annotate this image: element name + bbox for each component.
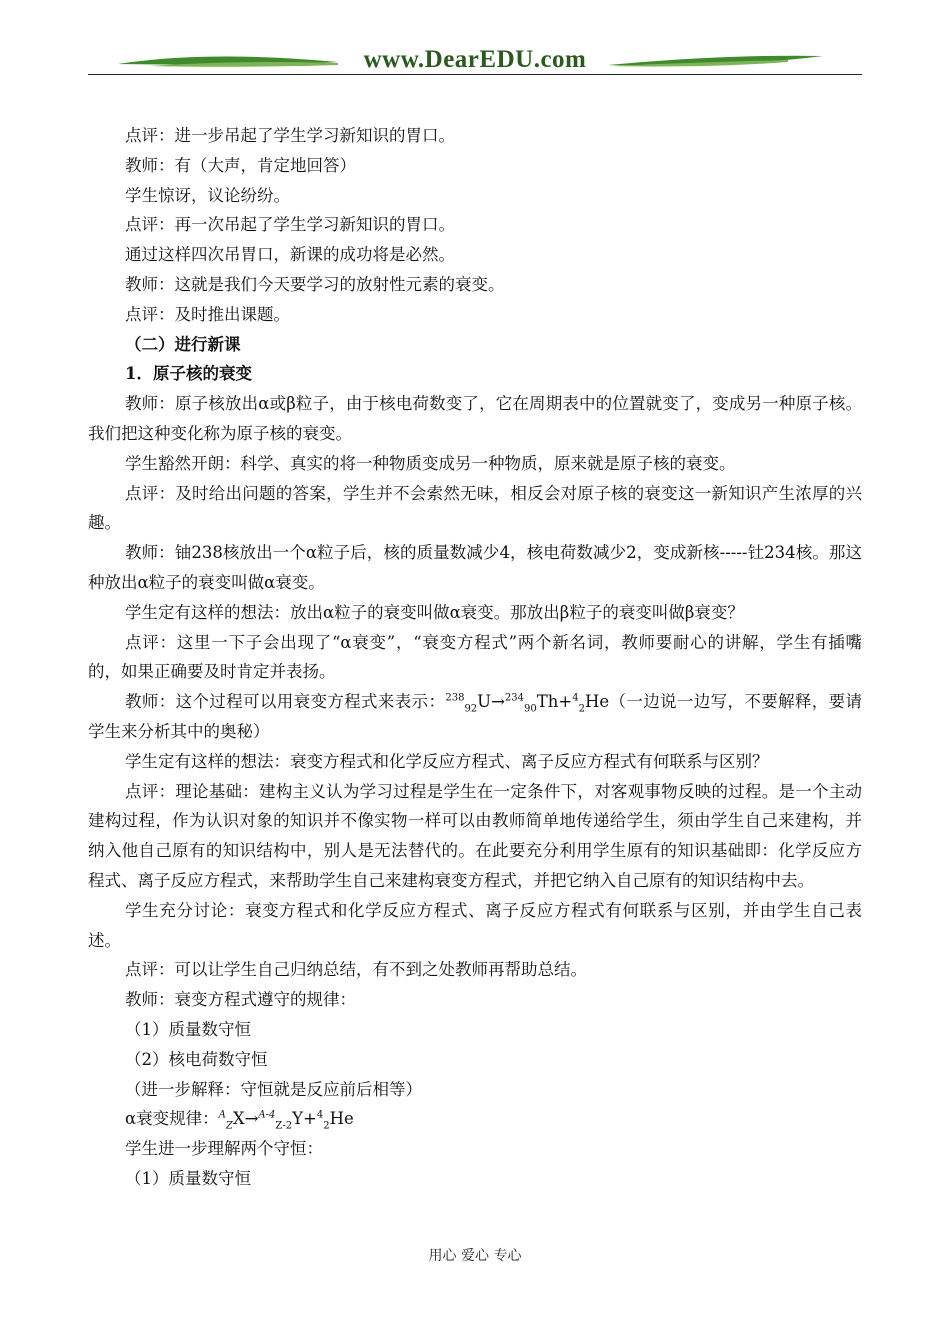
list-item: （2）核电荷数守恒 [125, 1049, 268, 1069]
paragraph: （进一步解释：守恒就是反应前后相等） [125, 1079, 422, 1099]
parent-symbol: X [232, 1109, 245, 1129]
reaction-arrow: → [244, 1109, 259, 1129]
helium-mass-number: 4 [316, 1109, 324, 1121]
paragraph: 点评：及时给出问题的答案，学生并不会索然无味，相反会对原子核的衰变这一新知识产生浓厚的兴趣。 [88, 483, 862, 533]
paragraph: 学生豁然开朗：科学、真实的将一种物质变成另一种物质，原来就是原子核的衰变。 [125, 453, 736, 473]
equation-intro: 教师：这个过程可以用衰变方程式来表示： [125, 692, 446, 712]
paragraph: 点评：这里一下子会出现了“α衰变”，“衰变方程式”两个新名词，教师要耐心的讲解，学生有插嘴的，如果正确要及时肯定并表扬。 [88, 632, 862, 682]
paragraph: 点评：理论基础：建构主义认为学习过程是学生在一定条件下，对客观事物反映的过程。是一个主动建构过程，作为认识对象的知识并不像实物一样可以由教师简单地传递给学生，须由学生自己来建构，并纳入他自己原有的知识结构中，别人是无法替代的。在此要充分利用学生原有的知识基础即：化学反应方程式、离子反应方程式，来帮助学生自己来建构衰变方程式，并把它纳入自己原有的知识结构中去。 [88, 781, 862, 890]
paragraph: 教师：衰变方程式遵守的规律： [125, 990, 356, 1010]
paragraph: 教师：原子核放出α或β粒子，由于核电荷数变了，它在周期表中的位置就变了，变成另一种原子核。我们把这种变化称为原子核的衰变。 [88, 394, 862, 443]
paragraph: 教师：铀238核放出一个α粒子后，核的质量数减少4，核电荷数减少2，变成新核-----钍234核。那这种放出α粒子的衰变叫做α衰变。 [88, 543, 862, 592]
paragraph: 点评：进一步吊起了学生学习新知识的胃口。 [125, 126, 455, 145]
paragraph: 教师：有（大声，肯定地回答） [125, 155, 356, 175]
equation-paragraph [88, 687, 862, 747]
site-logo[interactable]: www.DearEDU.com [363, 46, 587, 73]
reaction-arrow: → [491, 692, 505, 712]
uranium-mass-number: 238 [445, 692, 465, 704]
uranium-symbol: U [477, 692, 492, 712]
parent-charge-number: Z [225, 1120, 233, 1132]
section-heading: （二）进行新课 [125, 334, 241, 354]
document-body [88, 121, 862, 1194]
subsection-heading: 1．原子核的衰变 [125, 364, 252, 384]
parent-mass-number: A [218, 1109, 226, 1121]
daughter-charge-number: Z-2 [275, 1120, 293, 1132]
list-item: （1）质量数守恒 [125, 1168, 251, 1188]
paragraph: 教师：这就是我们今天要学习的放射性元素的衰变。 [125, 274, 505, 294]
daughter-mass-number: A-4 [258, 1109, 276, 1121]
thorium-mass-number: 234 [504, 692, 524, 704]
daughter-symbol: Y+ [292, 1109, 317, 1129]
helium-mass-number: 4 [572, 692, 579, 704]
alpha-decay-rule [88, 1104, 862, 1134]
paragraph: 通过这样四次吊胃口，新课的成功将是必然。 [125, 245, 455, 265]
thorium-symbol: Th+ [536, 692, 573, 712]
equation-note: （一边说一边写，不要解释，要请学生来分析其中的奥秘） [88, 692, 863, 741]
paragraph: 点评：及时推出课题。 [125, 304, 290, 324]
header-rule [88, 74, 862, 75]
helium-symbol: He [584, 692, 610, 712]
paragraph: 学生充分讨论：衰变方程式和化学反应方程式、离子反应方程式有何联系与区别，并由学生自己表述。 [88, 900, 862, 950]
helium-charge-number: 2 [323, 1120, 330, 1132]
helium-charge-number: 2 [578, 703, 585, 715]
page-footer: 用心 爱心 专心 [428, 1248, 522, 1264]
paragraph: 学生惊讶，议论纷纷。 [125, 185, 290, 205]
uranium-charge-number: 92 [464, 703, 478, 715]
thorium-charge-number: 90 [524, 703, 537, 715]
paragraph: 学生定有这样的想法：放出α粒子的衰变叫做α衰变。那放出β粒子的衰变叫做β衰变？ [125, 602, 744, 622]
rule-label: α衰变规律： [125, 1109, 219, 1129]
paragraph: 学生进一步理解两个守恒： [125, 1139, 323, 1159]
helium-symbol: He [329, 1109, 354, 1129]
paragraph: 点评：可以让学生自己归纳总结，有不到之处教师再帮助总结。 [125, 960, 587, 980]
paragraph: 点评：再一次吊起了学生学习新知识的胃口。 [125, 215, 455, 235]
paragraph: 学生定有这样的想法：衰变方程式和化学反应方程式、离子反应方程式有何联系与区别？ [125, 751, 769, 771]
list-item: （1）质量数守恒 [125, 1019, 251, 1039]
